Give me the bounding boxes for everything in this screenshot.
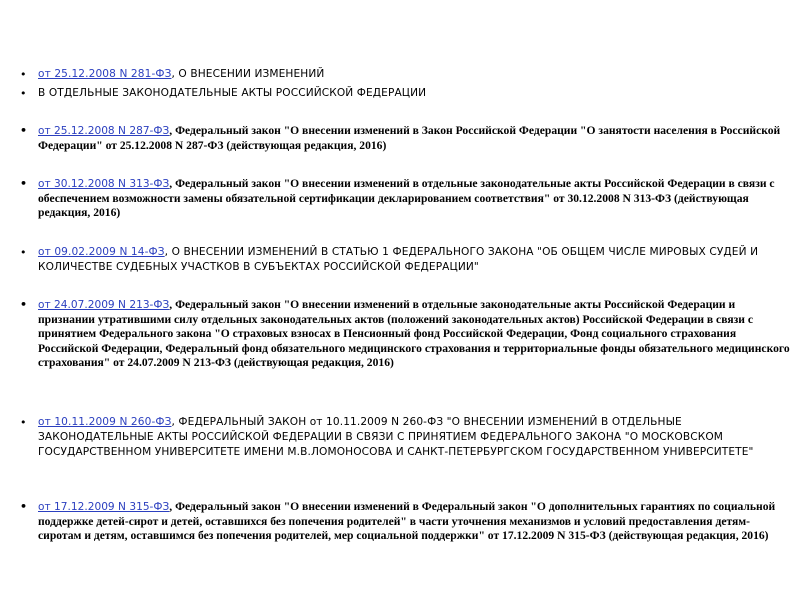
bullet: • [20,87,27,100]
law-title: , ФЕДЕРАЛЬНЫЙ ЗАКОН от 10.11.2009 N 260-ФЗ "О ВНЕСЕНИИ ИЗМЕНЕНИЙ В ОТДЕЛЬНЫЕ ЗАКОНОДАТЕЛЬНЫЕ АКТЫ РОССИЙСКОЙ ФЕДЕРАЦИИ В СВЯЗИ С ПРИНЯТИЕМ ФЕДЕРАЛЬНОГО ЗАКОНА "О МОСКОВСКОМ ГОСУДАРСТВЕННОМ УНИВЕРСИТЕТЕ ИМЕНИ М.В.ЛОМОНОСОВА И САНКТ-ПЕТЕРБУРГСКОМ ГОСУДАРСТВЕННОМ УНИВЕРСИТЕТЕ" [38,416,754,458]
law-title: , Федеральный закон "О внесении изменений в Федеральный закон "О дополнительных гарантиях по социальной поддержке детей-сирот и детей, оставшихся без попечения родителей" в части уточнения механизмов и условий предоставления детям-сиротам и детям, оставшимся без попечения родителей, мер социальной поддержки" от 17.12.2009 N 315-ФЗ (действующая редакция, 2016) [38,500,776,542]
law-title: , О ВНЕСЕНИИ ИЗМЕНЕНИЙ В СТАТЬЮ 1 ФЕДЕРАЛЬНОГО ЗАКОНА "ОБ ОБЩЕМ ЧИСЛЕ МИРОВЫХ СУДЕЙ И КОЛИЧЕСТВЕ СУДЕБНЫХ УЧАСТКОВ В СУБЪЕКТАХ РОССИЙСКОЙ ФЕДЕРАЦИИ" [38,246,759,273]
list-item-313 [20,177,792,221]
law-link-313[interactable]: от 30.12.2008 N 313-ФЗ [38,178,170,190]
list-item-260 [20,415,792,460]
list-item-14 [20,245,792,275]
bullet: • [20,500,28,513]
list-item-315 [20,500,792,544]
list-item-213 [20,298,792,371]
list-item-287 [20,124,792,153]
bullet: • [20,246,27,259]
bullet: • [20,298,28,311]
law-link-281[interactable]: от 25.12.2008 N 281-ФЗ [38,68,172,80]
law-title: , Федеральный закон "О внесении изменений в Закон Российской Федерации "О занятости населения в Российской Федерации" от 25.12.2008 N 287-ФЗ (действующая редакция, 2016) [38,124,781,152]
law-title: , Федеральный закон "О внесении изменений в отдельные законодательные акты Российской Федерации в связи с обеспечением возможности замены обязательной сертификации декларированием соответствия" от 30.12.2008 N 313-ФЗ (действующая редакция, 2016) [38,177,775,219]
law-title: , О ВНЕСЕНИИ ИЗМЕНЕНИЙ [171,68,325,80]
law-title: , Федеральный закон "О внесении изменений в отдельные законодательные акты Российской Федерации и признании утратившими силу отдельных законодательных актов (положений законодательных актов) Российской Федерации в связи с принятием Федерального закона "О страховых взносах в Пенсионный фонд Российской Федерации, Фонд социального страхования Российской Федерации, Федеральный фонд обязательного медицинского страхования и территориальные фонды обязательного медицинского страхования" от 24.07.2009 N 213-ФЗ (действующая редакция, 2016) [38,298,790,369]
law-title: В ОТДЕЛЬНЫЕ ЗАКОНОДАТЕЛЬНЫЕ АКТЫ РОССИЙСКОЙ ФЕДЕРАЦИИ [38,87,427,99]
list-item-continuation [20,86,792,101]
bullet: • [20,68,27,81]
law-link-315[interactable]: от 17.12.2009 N 315-ФЗ [38,501,170,513]
law-link-260[interactable]: от 10.11.2009 N 260-ФЗ [38,416,172,428]
list-item-281 [20,67,792,82]
law-link-213[interactable]: от 24.07.2009 N 213-ФЗ [38,299,170,311]
law-link-14[interactable]: от 09.02.2009 N 14-ФЗ [38,246,165,258]
bullet: • [20,416,27,429]
bullet: • [20,177,28,190]
bullet: • [20,124,28,137]
law-link-287[interactable]: от 25.12.2008 N 287-ФЗ [38,125,170,137]
